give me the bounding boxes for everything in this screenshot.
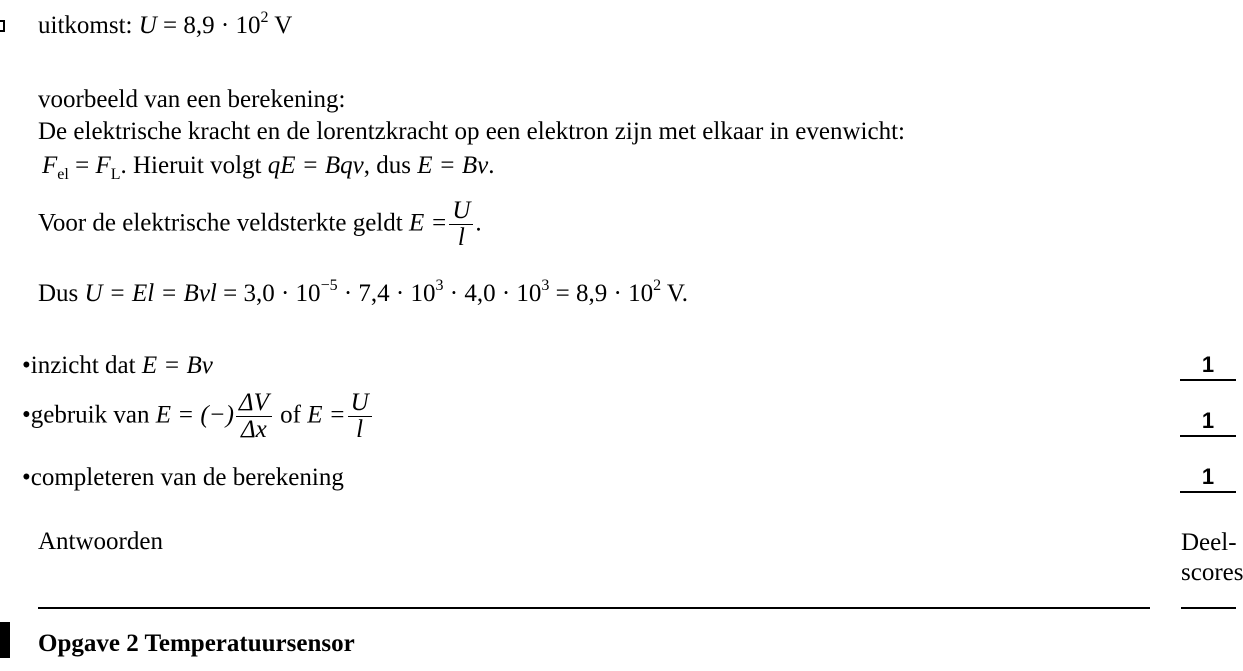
criterion-1: •inzicht dat E = Bv bbox=[22, 352, 213, 379]
calc-line-3: Voor de elektrische veldsterkte geldt E = $\frac{U}{l}$ . bbox=[38, 197, 482, 252]
criterion-2-score: 1 bbox=[1180, 409, 1236, 437]
fraction-u-over-l: $\frac{U}{l}$ bbox=[449, 198, 473, 252]
result-label: uitkomst: bbox=[38, 12, 133, 39]
fraction-dv-over-dx: $\frac{\Delta V}{\Delta x}$ bbox=[236, 390, 272, 444]
divider-answers bbox=[38, 607, 1150, 609]
calc-line-4: Dus U = El = Bvl = $3,0 \cdot 10^{-5} \cdot 7,4 \cdot 10^3 \cdot 4,0 \cdot 10^3 = 8,9 \cdot 10^2$ V. bbox=[38, 277, 688, 307]
result-variable: U bbox=[138, 12, 157, 39]
criterion-1-score: 1 bbox=[1180, 353, 1236, 381]
answers-label: Antwoorden bbox=[38, 528, 163, 555]
criterion-2: •gebruik van E = (−) $\frac{\Delta V}{\Delta x}$ of E = $\frac{U}{l}$ bbox=[22, 390, 374, 444]
section-marker bbox=[0, 622, 10, 658]
calc-line-1: De elektrische kracht en de lorentzkracht op een elektron zijn met elkaar in evenwicht: bbox=[38, 118, 905, 145]
answer-line bbox=[38, 9, 293, 40]
next-question-title: Opgave 2 Temperatuursensor bbox=[38, 630, 355, 657]
criterion-3-score: 1 bbox=[1180, 465, 1236, 493]
fraction-u-over-l-2: $\frac{U}{l}$ bbox=[348, 390, 372, 444]
checkbox-icon bbox=[0, 20, 5, 32]
score-label: Deel- scores bbox=[1181, 529, 1243, 586]
calc-line-2: $F_{el} = F_L$. Hieruit volgt qE = Bqv, dus E = Bv. bbox=[42, 152, 495, 183]
divider-scores bbox=[1181, 607, 1236, 609]
calc-intro: voorbeeld van een berekening: bbox=[38, 86, 346, 113]
result-unit: V bbox=[274, 12, 293, 39]
criterion-3: •completeren van de berekening bbox=[22, 464, 344, 491]
result-value: = 8,9 · 10 bbox=[163, 12, 261, 39]
result-exponent: 2 bbox=[260, 9, 269, 26]
